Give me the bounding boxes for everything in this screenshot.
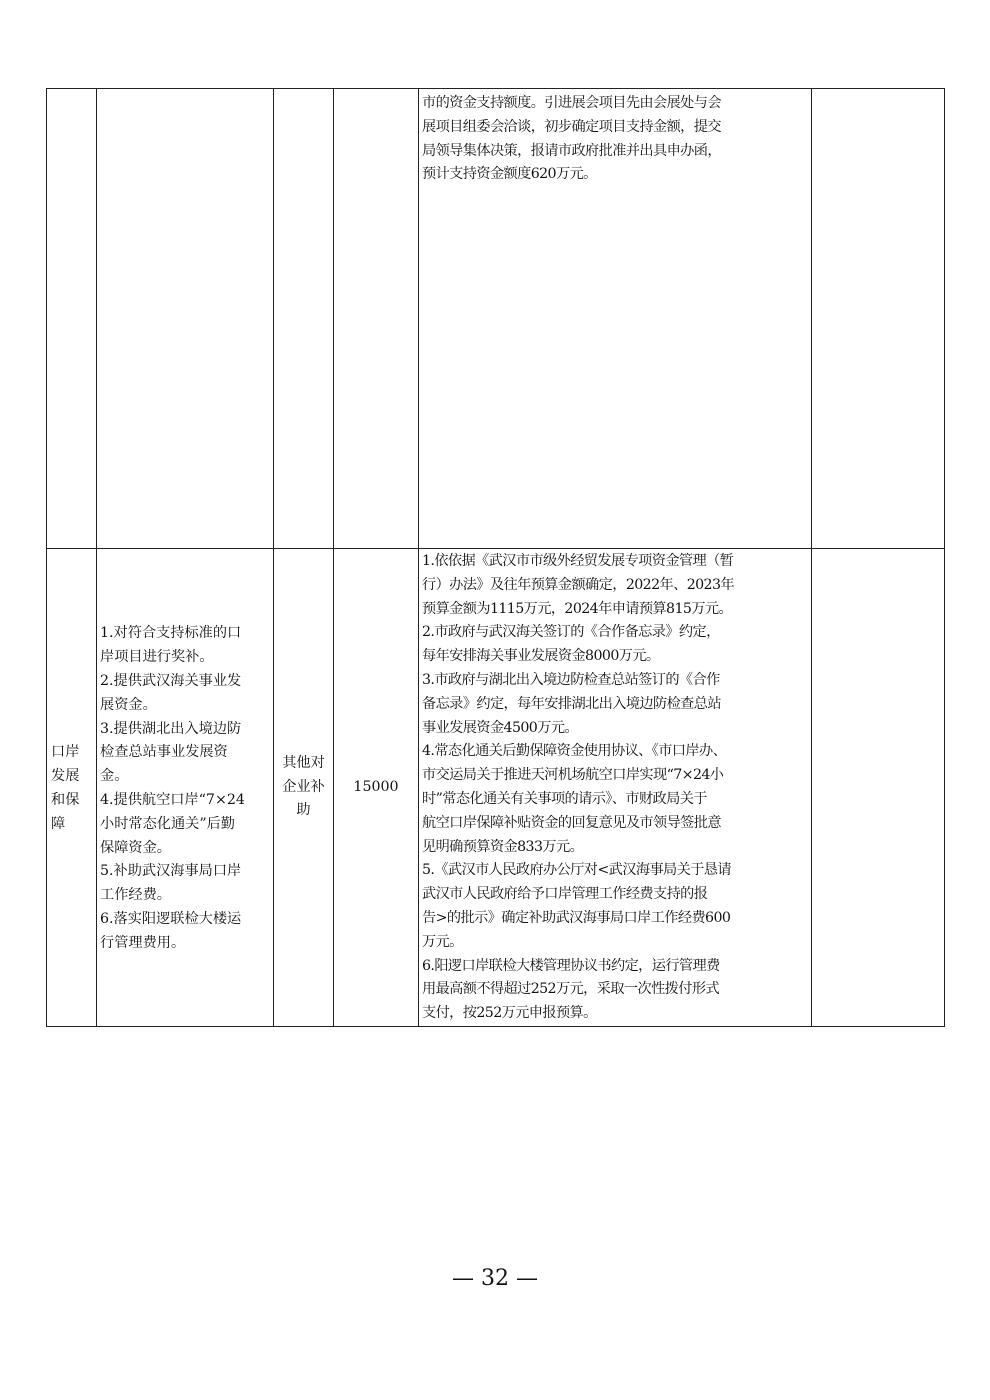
content-cell [97,549,274,1027]
category-text [47,89,96,92]
type-cell [274,89,334,549]
amount-text: 15000 [353,778,399,795]
category-cell [47,89,97,549]
remark-text [812,549,944,552]
remark-cell [812,549,945,1027]
budget-table [46,88,945,1027]
content-text [97,89,273,92]
type-text: 其他对 企业补 助 [282,754,325,819]
amount-cell [334,549,419,1027]
table-row [47,89,945,549]
remark-text [812,89,944,92]
category-cell [47,549,97,1027]
content-cell [97,89,274,549]
basis-text: 市的资金支持额度。引进展会项目先由会展处与会 展项目组委会洽谈，初步确定项目支持金额，提交 局领导集体决策，报请市政府批准并出具申办函， 预计支持资金额度620万元。 [422,95,721,183]
type-cell [274,549,334,1027]
page-number: — 32 — [452,1266,538,1291]
amount-text [334,89,418,92]
amount-cell [334,89,419,549]
type-text [274,89,333,92]
content-text: 1.对符合支持标准的口 岸项目进行奖补。 2.提供武汉海关事业发 展资金。 3.提供湖北出入境边防 检查总站事业发展资 金。 4.提供航空口岸“7×24 小时常态化通关”后勤 保障资金。 5.补助武汉海事局口岸 工作经费。 6.落实阳逻联检大楼运 行管理费用。 [100,625,245,951]
basis-text: 1.依依据《武汉市市级外经贸发展专项资金管理（暂 行）办法》及往年预算金额确定，2022年、2023年 预算金额为1115万元，2024年申请预算815万元。 2.市政府与武汉海关签订的《合作备忘录》约定， 每年安排海关事业发展资金8000万元。 3.市政府与湖北出入境边防检查总站签订的《合作 备忘录》约定，每年安排湖北出入境边防检查总站 事业发展资金4500万元。 4.常态化通关后勤保障资金使用协议、《市口岸办、 市交运局关于推进天河机场航空口岸实现“7×24小 时”常态化通关有关事项的请示》、市财政局关于 航空口岸保障补贴资金的回复意见及市领导签批意 见明确预算资金833万元。 5.《武汉市人民政府办公厅对<武汉海事局关于恳请 武汉市人民政府给予口岸管理工作经费支持的报 告>的批示》确定补助武汉海事局口岸工作经费600 万元。 6.阳逻口岸联检大楼管理协议书约定，运行管理费 用最高额不得超过252万元，采取一次性拨付形式 支付，按252万元申报预算。 [422,553,734,1022]
table-row [47,549,945,1027]
basis-cell [419,549,812,1027]
basis-cell [419,89,812,549]
category-text: 口岸 发展 和保 障 [51,744,80,832]
remark-cell [812,89,945,549]
